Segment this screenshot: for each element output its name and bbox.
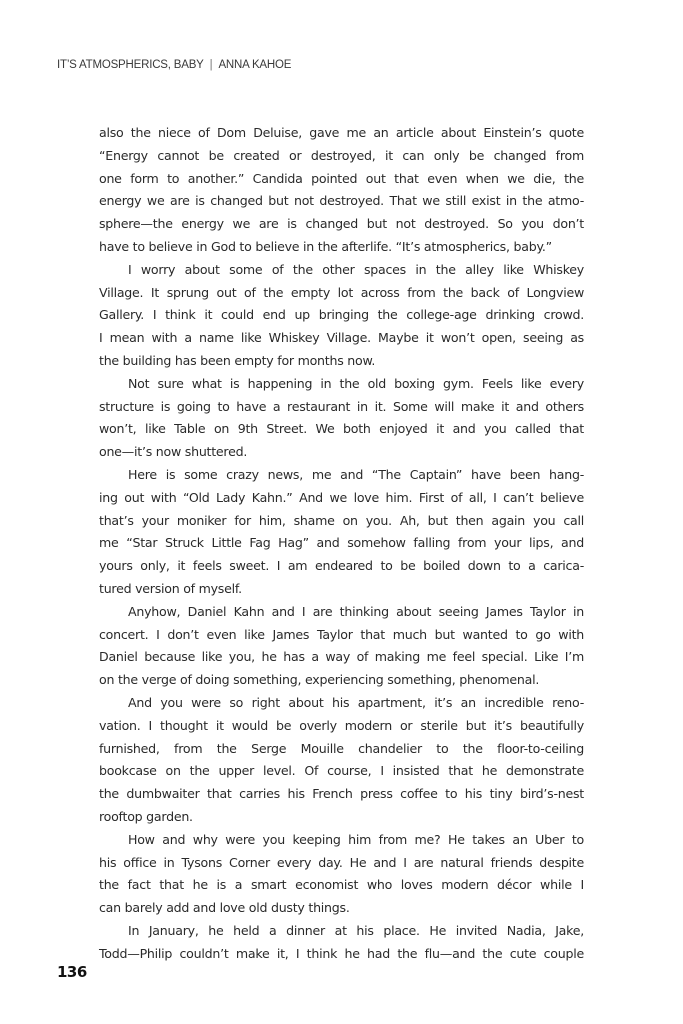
text-line: vation. I thought it would be overly modern or sterile but it’s beautifully (99, 717, 584, 733)
text-line: one—it’s now shuttered. (99, 444, 248, 460)
text-line: the fact that he is a smart economist who loves modern décor while I (99, 877, 584, 893)
text-line: Anyhow, Daniel Kahn and I are thinking about seeing James Taylor in (128, 603, 584, 619)
text-line: ing out with “Old Lady Kahn.” And we love him. First of all, I can’t believe (99, 489, 584, 505)
text-line: Daniel because like you, he has a way of making me feel special. Like I’m (99, 649, 584, 665)
text-line: In January, he held a dinner at his place. He invited Nadia, Jake, (128, 922, 584, 938)
text-line: How and why were you keeping him from me? He takes an Uber to (128, 831, 584, 847)
text-line: furnished, from the Serge Mouille chandelier to the floor-to-ceiling (99, 740, 584, 756)
text-line: one form to another.” Candida pointed out that even when we die, the (99, 170, 584, 186)
text-line: I worry about some of the other spaces in the alley like Whiskey (128, 261, 584, 277)
text-line: Here is some crazy news, me and “The Captain” have been hang- (128, 466, 584, 482)
text-line: his office in Tysons Corner every day. He and I are natural friends despite (99, 854, 584, 870)
text-line: Todd—Philip couldn’t make it, I think he had the flu—and the cute couple (99, 945, 584, 961)
text-line: the dumbwaiter that carries his French press coffee to his tiny bird’s-nest (99, 786, 584, 802)
text-line: energy we are is changed but not destroyed. That we still exist in the atmo- (99, 193, 584, 209)
text-line: Gallery. I think it could end up bringing the college-age drinking crowd. (99, 307, 584, 323)
running-head-separator: | (209, 59, 213, 71)
running-head-author: ANNA KAHOE (218, 59, 292, 71)
page-number: 136 (57, 963, 87, 981)
running-head-title: IT’S ATMOSPHERICS, BABY (57, 59, 204, 71)
text-line: can barely add and love old dusty things. (99, 900, 350, 916)
text-line: won’t, like Table on 9th Street. We both enjoyed it and you called that (99, 421, 584, 437)
text-line: that’s your moniker for him, shame on you. Ah, but then again you call (99, 512, 584, 528)
text-line: me “Star Struck Little Fag Hag” and somehow falling from your lips, and (99, 535, 584, 551)
text-line: structure is going to have a restaurant in it. Some will make it and others (99, 398, 584, 414)
text-line: also the niece of Dom Deluise, gave me an article about Einstein’s quote (99, 125, 584, 140)
running-head (57, 59, 291, 71)
text-line: sphere—the energy we are is changed but not destroyed. So you don’t (99, 216, 584, 232)
body-text (99, 122, 584, 965)
text-line: rooftop garden. (99, 808, 193, 824)
text-line: Not sure what is happening in the old boxing gym. Feels like every (128, 375, 584, 391)
text-line: bookcase on the upper level. Of course, I insisted that he demonstrate (99, 763, 584, 779)
text-line: concert. I don’t even like James Taylor that much but wanted to go with (99, 626, 584, 642)
text-line: “Energy cannot be created or destroyed, it can only be changed from (99, 147, 584, 163)
text-line: tured version of myself. (99, 580, 242, 596)
text-line: have to believe in God to believe in the afterlife. “It’s atmospherics, baby.” (99, 238, 552, 254)
text-line: the building has been empty for months now. (99, 352, 376, 368)
text-line: I mean with a name like Whiskey Village. Maybe it won’t open, seeing as (99, 330, 584, 346)
text-line: on the verge of doing something, experiencing something, phenomenal. (99, 672, 540, 688)
text-line: Village. It sprung out of the empty lot across from the back of Longview (99, 284, 584, 300)
text-line: yours only, it feels sweet. I am endeared to be boiled down to a carica- (99, 558, 584, 574)
text-line: And you were so right about his apartment, it’s an incredible reno- (128, 694, 584, 710)
